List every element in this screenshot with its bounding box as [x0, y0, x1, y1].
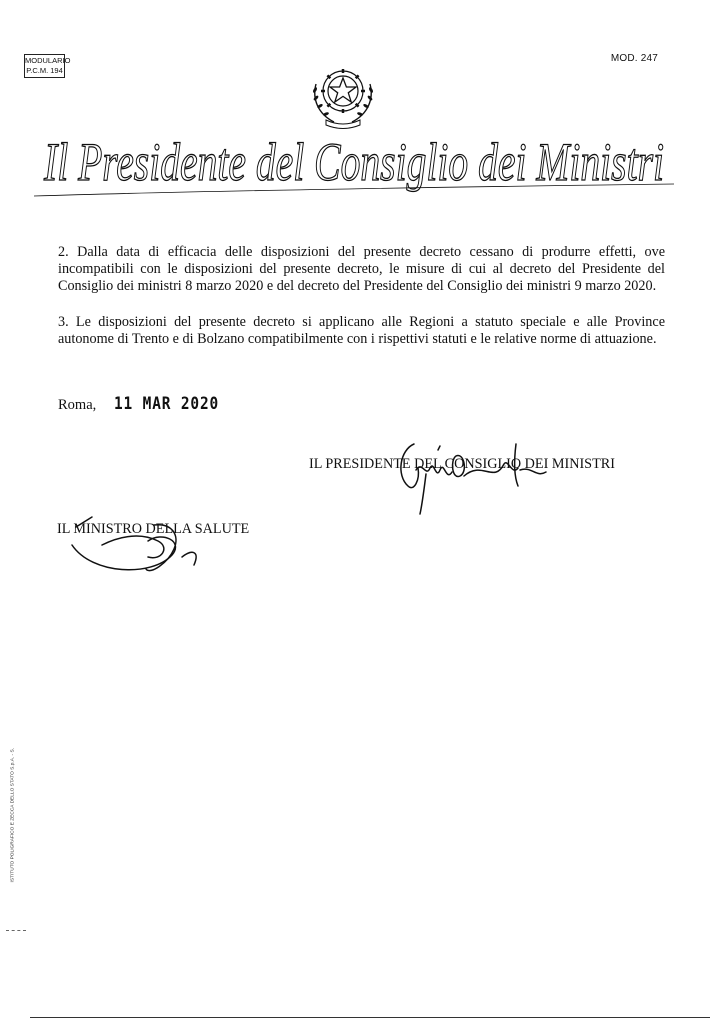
bottom-rule: [30, 1017, 710, 1018]
side-imprint: [3, 747, 16, 890]
minister-title: IL MINISTRO DELLA SALUTE: [57, 521, 250, 537]
date-stamp: 11 MAR 2020: [113, 394, 219, 414]
form-code-box: [24, 54, 71, 78]
header-title-text: Il Presidente del Consiglio dei Ministri: [43, 132, 664, 192]
place: Roma,: [58, 397, 97, 413]
form-box-line1: MODULARIO: [25, 56, 71, 65]
president-title: IL PRESIDENTE DEL CONSIGLIO DEI MINISTRI: [309, 456, 615, 472]
margin-dash: [6, 930, 26, 932]
header-title: [24, 120, 684, 206]
paragraph-2: 2. Dalla data di efficacia delle disposizioni del presente decreto cessano di produrre effetti, ove incompatibili con le disposizioni del presente decreto, le misure di cui al decreto del Presidente del Consiglio dei ministri 8 marzo 2020 e del decreto del Presidente del Consiglio dei ministri 9 marzo 2020.: [58, 244, 665, 294]
paragraph-3: 3. Le disposizioni del presente decreto si applicano alle Regioni a statuto speciale e alle Province autonome di Trento e di Bolzano compatibilmente con i rispettivi statuti e le relative norme di attuazione.: [58, 314, 665, 347]
president-signature: [386, 430, 576, 520]
form-box-line2: P.C.M. 194: [26, 66, 63, 75]
side-imprint-text: ISTITUTO POLIGRAFICO E ZECCA DELLO STATO S.p.A. - S.: [10, 747, 16, 883]
minister-signature: [62, 505, 222, 585]
form-code: MOD. 247: [610, 53, 658, 64]
place-date-line: [58, 394, 237, 414]
